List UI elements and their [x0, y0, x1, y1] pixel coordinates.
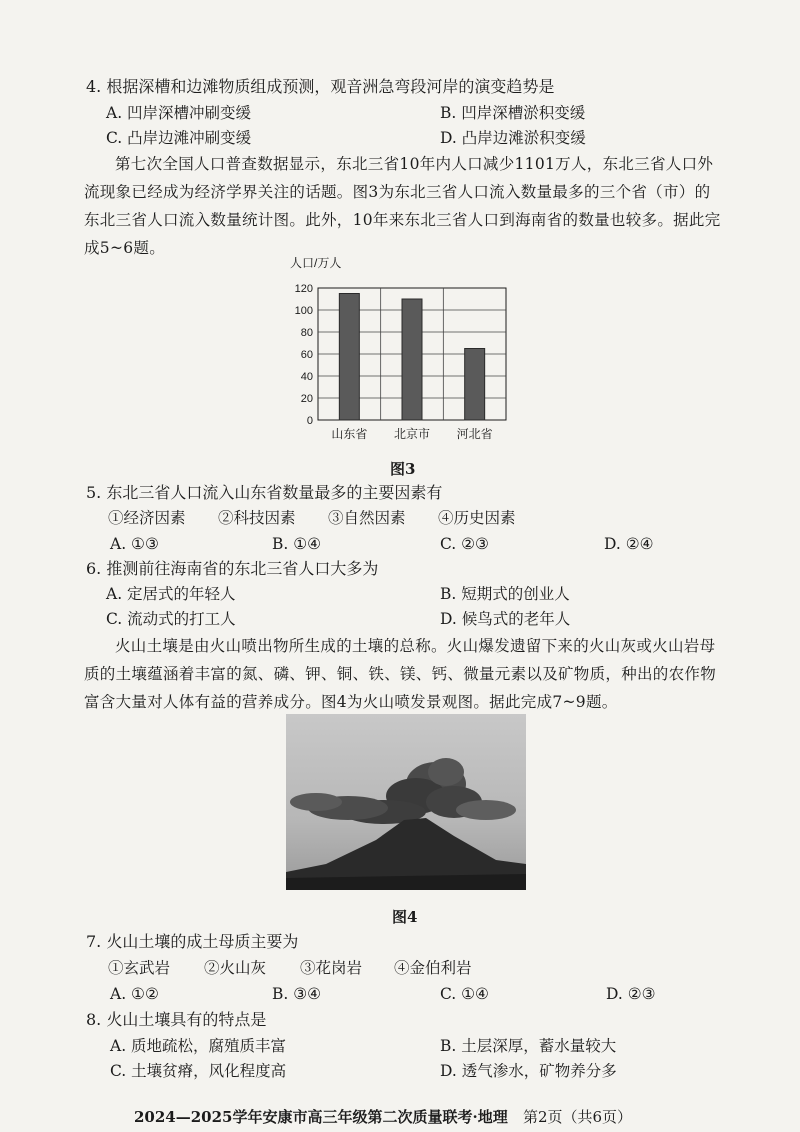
- question-8-stem: 8. 火山土壤具有的特点是: [86, 1010, 267, 1029]
- question-7-item-1: ①玄武岩: [108, 959, 171, 977]
- y-tick-label: 100: [294, 305, 313, 317]
- figure-3-chart: [276, 252, 516, 448]
- y-tick-label: 0: [306, 415, 313, 427]
- question-5-option-a: A. ①③: [110, 535, 159, 553]
- x-category-label: 山东省: [331, 427, 368, 441]
- question-5-option-b: B. ①④: [272, 535, 322, 553]
- chart-ylabel: 人口/万人: [290, 256, 342, 270]
- question-5-factor-1: ①经济因素: [108, 509, 186, 527]
- footer-page-number: 第2页（共6页）: [522, 1108, 633, 1126]
- question-5-factor-2: ②科技因素: [218, 509, 296, 527]
- question-6-option-c: C. 流动式的打工人: [106, 610, 236, 628]
- y-tick-label: 40: [300, 371, 313, 383]
- question-7-stem: 7. 火山土壤的成土母质主要为: [86, 932, 299, 951]
- bar-1: [339, 294, 359, 421]
- question-7-item-4: ④金伯利岩: [394, 959, 472, 977]
- figure-4-volcano-photo: [286, 714, 526, 890]
- question-8-option-b: B. 土层深厚，蓄水量较大: [440, 1037, 617, 1055]
- y-tick-label: 60: [300, 349, 313, 361]
- page-footer: [134, 1106, 632, 1127]
- question-8-option-c: C. 土壤贫瘠，风化程度高: [110, 1062, 287, 1080]
- passage-volcanic-soil-text: 火山土壤是由火山喷出物所生成的土壤的总称。火山爆发遗留下来的火山灰或火山岩母质的土壤蕴涵着丰富的氮、磷、钾、铜、铁、镁、钙、微量元素以及矿物质，种出的农作物富含大量对人体有益的营养成分。图4为火山喷发景观图。据此完成7~9题。: [84, 637, 717, 711]
- footer-exam-title: 2024—2025学年安康市高三年级第二次质量联考·地理: [134, 1108, 508, 1126]
- question-4-option-b: B. 凹岸深槽淤积变缓: [440, 104, 586, 122]
- bar-2: [402, 299, 422, 420]
- question-7-option-c: C. ①④: [440, 985, 489, 1003]
- bar-3: [465, 349, 485, 421]
- question-6-option-b: B. 短期式的创业人: [440, 585, 570, 603]
- passage-volcanic-soil: [84, 632, 724, 716]
- figure-4-caption: 图4: [392, 908, 418, 926]
- question-7-option-b: B. ③④: [272, 985, 322, 1003]
- question-5-option-d: D. ②④: [604, 535, 654, 553]
- y-tick-label: 120: [294, 283, 313, 295]
- question-6-option-d: D. 候鸟式的老年人: [440, 610, 571, 628]
- question-5-option-c: C. ②③: [440, 535, 489, 553]
- question-6-option-a: A. 定居式的年轻人: [106, 585, 236, 603]
- x-category-label: 河北省: [456, 427, 493, 441]
- question-8-option-a: A. 质地疏松，腐殖质丰富: [110, 1037, 287, 1055]
- question-5-factor-3: ③自然因素: [328, 509, 406, 527]
- bar-chart-svg: [276, 252, 516, 448]
- figure-3-caption: 图3: [390, 460, 416, 478]
- passage-population: [84, 150, 724, 262]
- question-5-stem: 5. 东北三省人口流入山东省数量最多的主要因素有: [86, 483, 443, 502]
- volcano-eruption-image: [286, 714, 526, 890]
- question-7-option-a: A. ①②: [110, 985, 159, 1003]
- x-category-label: 北京市: [393, 427, 431, 441]
- question-4-option-d: D. 凸岸边滩淤积变缓: [440, 129, 586, 147]
- question-7-item-3: ③花岗岩: [300, 959, 363, 977]
- y-tick-label: 80: [300, 327, 313, 339]
- question-7-option-d: D. ②③: [606, 985, 656, 1003]
- question-6-stem: 6. 推测前往海南省的东北三省人口大多为: [86, 559, 379, 578]
- question-4-option-c: C. 凸岸边滩冲刷变缓: [106, 129, 252, 147]
- passage-population-text: 第七次全国人口普查数据显示，东北三省10年内人口减少1101万人，东北三省人口外流现象已经成为经济学界关注的话题。图3为东北三省人口流入数量最多的三个省（市）的东北三省人口流入数量统计图。此外，10年来东北三省人口到海南省的数量也较多。据此完成5~6题。: [84, 155, 721, 257]
- question-7-item-2: ②火山灰: [204, 959, 267, 977]
- question-4-option-a: A. 凹岸深槽冲刷变缓: [106, 104, 252, 122]
- question-4-stem: 4. 根据深槽和边滩物质组成预测，观音洲急弯段河岸的演变趋势是: [86, 77, 555, 96]
- question-8-option-d: D. 透气渗水，矿物养分多: [440, 1062, 617, 1080]
- question-5-factor-4: ④历史因素: [438, 509, 516, 527]
- y-tick-label: 20: [300, 393, 313, 405]
